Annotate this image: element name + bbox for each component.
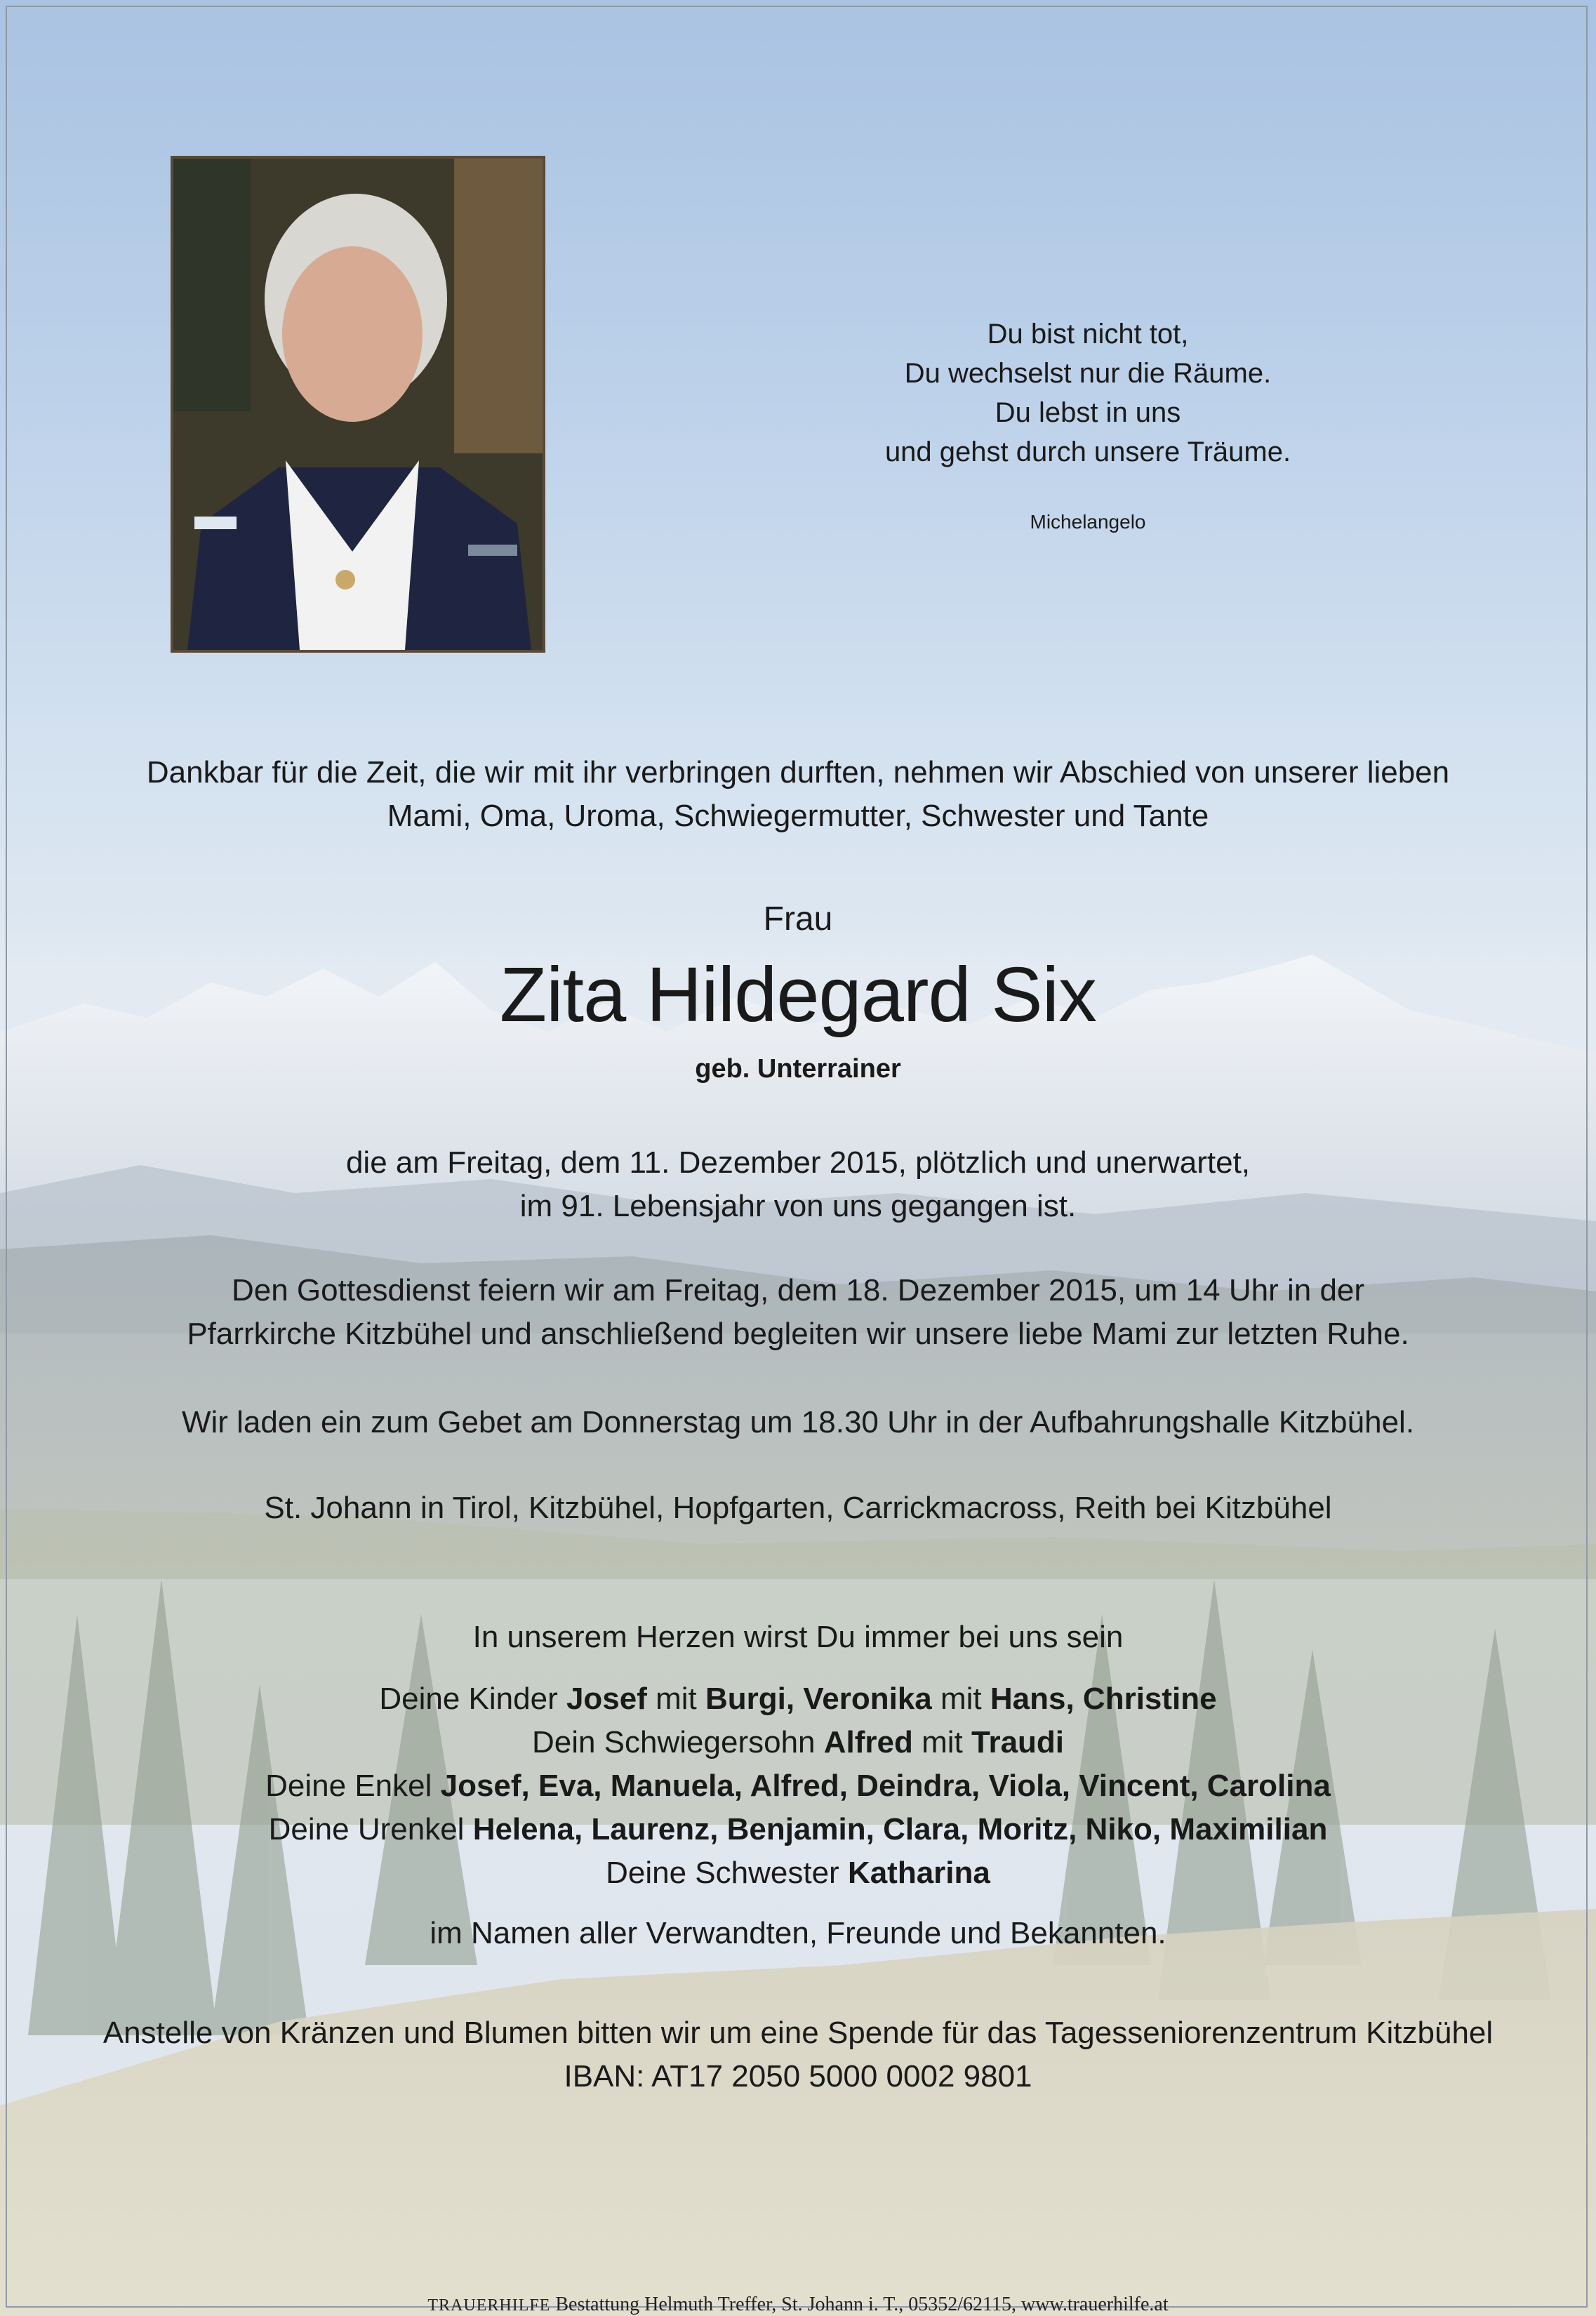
- footer-brand: TRAUERHILFE: [427, 2296, 551, 2315]
- service-line-1: Den Gottesdienst feiern wir am Freitag, dem 18. Dezember 2015, um 14 Uhr in der: [231, 1273, 1365, 1307]
- donation-iban: IBAN: AT17 2050 5000 0002 9801: [564, 2059, 1032, 2094]
- portrait-illustration: [173, 159, 543, 650]
- death-line-1: die am Freitag, dem 11. Dezember 2015, plötzlich und unerwartet,: [345, 1145, 1251, 1180]
- sister-prefix: Deine Schwester: [606, 1856, 848, 1890]
- family-great-grandchildren: [0, 1808, 1596, 1851]
- death-line-2: im 91. Lebensjahr von uns gegangen ist.: [519, 1189, 1077, 1223]
- great-grandchildren-prefix: Deine Urenkel: [268, 1812, 473, 1846]
- family-list: [0, 1677, 1596, 1895]
- children-prefix: Deine Kinder: [379, 1682, 566, 1716]
- heart-line: In unserem Herzen wirst Du immer bei uns sein: [472, 1620, 1124, 1654]
- grandchildren-prefix: Deine Enkel: [265, 1769, 441, 1803]
- birth-name: geb. Unterrainer: [695, 1054, 901, 1084]
- great-grandchildren-names: Helena, Laurenz, Benjamin, Clara, Moritz, Niko, Maximilian: [472, 1812, 1328, 1846]
- quote-line: und gehst durch unsere Träume.: [884, 437, 1291, 467]
- family-grandchildren: [0, 1764, 1596, 1808]
- relatives-line: im Namen aller Verwandten, Freunde und Bekannten.: [430, 1916, 1166, 1950]
- donation-info: [0, 2011, 1596, 2098]
- family-sister: [0, 1851, 1596, 1895]
- service-line-2: Pfarrkirche Kitzbühel und anschließend begleiten wir unsere liebe Mami zur letzten Ruhe.: [187, 1317, 1409, 1351]
- family-children: [0, 1677, 1596, 1721]
- family-son-in-law: [0, 1721, 1596, 1764]
- with-word: mit: [912, 1725, 971, 1759]
- intro-text: [0, 751, 1596, 838]
- death-notice: [0, 1141, 1596, 1228]
- prayer-info: Wir laden ein zum Gebet am Donnerstag um 18.30 Uhr in der Aufbahrungshalle Kitzbühel.: [181, 1405, 1415, 1439]
- service-info: [0, 1269, 1596, 1356]
- with-word: mit: [646, 1682, 706, 1716]
- son-in-law-partner: Traudi: [971, 1725, 1065, 1759]
- child-name: Hans, Christine: [990, 1682, 1217, 1716]
- portrait-photo: [171, 156, 545, 653]
- son-in-law-name: Alfred: [823, 1725, 913, 1759]
- child-name: Burgi, Veronika: [705, 1682, 932, 1716]
- deceased-name: Zita Hildegard Six: [499, 952, 1097, 1038]
- donation-line-1: Anstelle von Kränzen und Blumen bitten wir um eine Spende für das Tagesseniorenzentrum Kitzbühel: [102, 2016, 1494, 2050]
- quote-line: Du wechselst nur die Räume.: [904, 358, 1272, 389]
- sister-name: Katharina: [847, 1856, 990, 1890]
- salutation: Frau: [763, 900, 833, 938]
- footer-text: Bestattung Helmuth Treffer, St. Johann i. T., 05352/62115, www.trauerhilfe.at: [550, 2294, 1169, 2315]
- footer-imprint: [0, 2294, 1596, 2316]
- quote-line: Du lebst in uns: [995, 397, 1181, 428]
- quote-author: Michelangelo: [1030, 511, 1146, 533]
- quote-block: [828, 314, 1348, 472]
- with-word: mit: [931, 1682, 990, 1716]
- intro-line-1: Dankbar für die Zeit, die wir mit ihr verbringen durften, nehmen wir Abschied von unserer lieben: [146, 755, 1450, 790]
- grandchildren-names: Josef, Eva, Manuela, Alfred, Deindra, Viola, Vincent, Carolina: [440, 1769, 1331, 1803]
- places: St. Johann in Tirol, Kitzbühel, Hopfgarten, Carrickmacross, Reith bei Kitzbühel: [264, 1491, 1332, 1525]
- son-in-law-prefix: Dein Schwiegersohn: [531, 1725, 824, 1759]
- intro-line-2: Mami, Oma, Uroma, Schwiegermutter, Schwester und Tante: [387, 799, 1209, 833]
- quote-line: Du bist nicht tot,: [987, 319, 1189, 350]
- child-name: Josef: [566, 1682, 647, 1716]
